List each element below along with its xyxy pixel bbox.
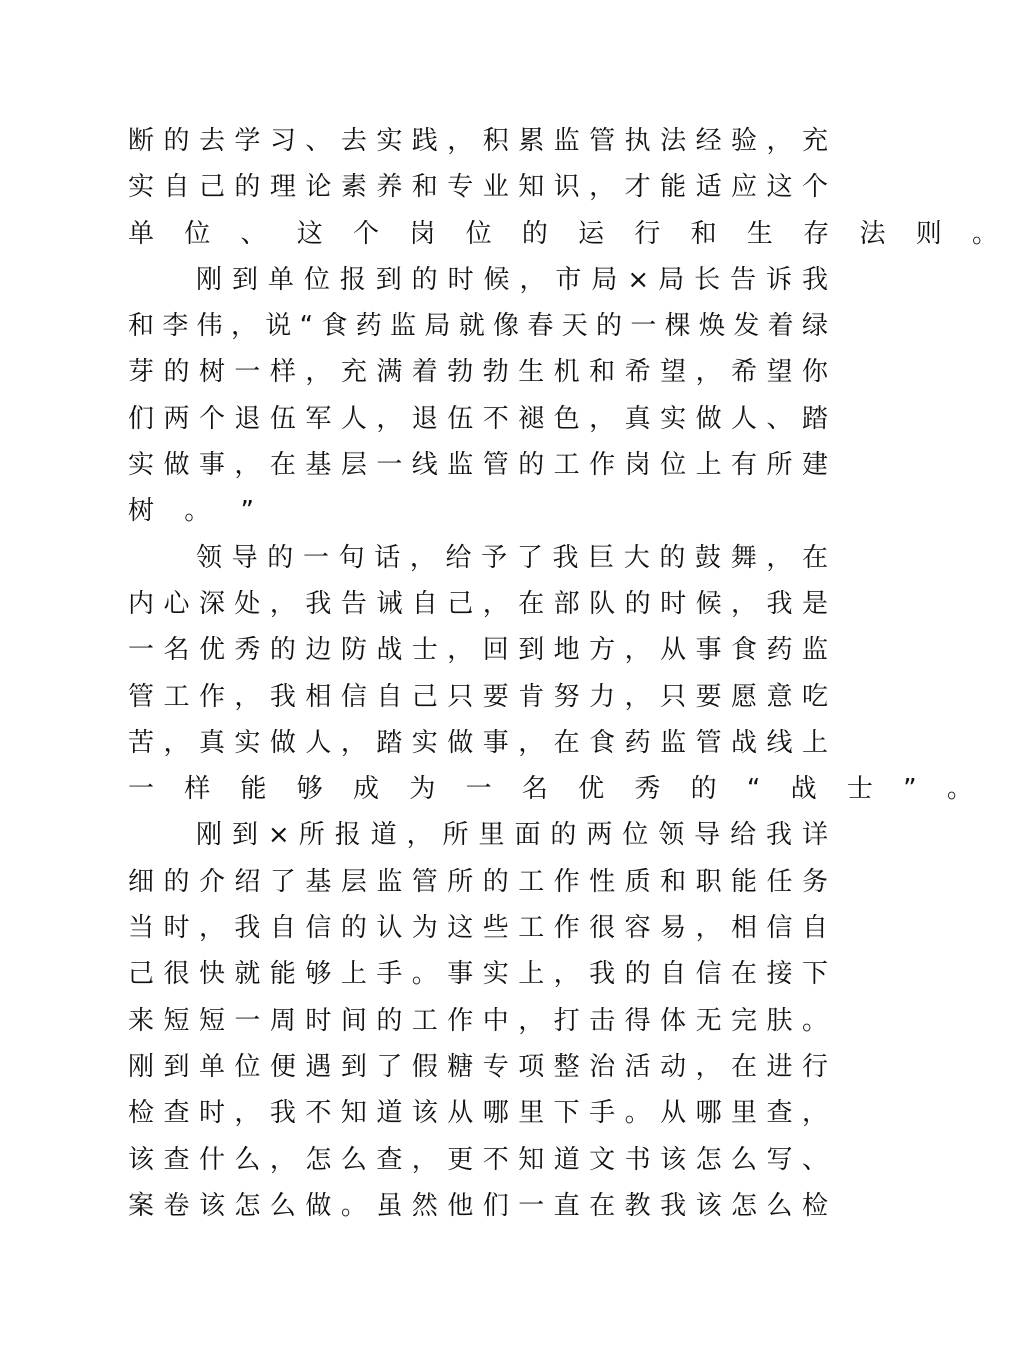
- text-line: 实 自 己 的 理 论 素 养 和 专 业 知 识 ， 才 能 适 应 这 个: [128, 172, 828, 203]
- text-line: 领 导 的 一 句 话 ， 给 予 了 我 巨 大 的 鼓 舞 ， 在: [196, 542, 828, 573]
- text-line: 单 位 、 这 个 岗 位 的 运 行 和 生 存 法 则 。: [128, 218, 1009, 249]
- text-line: 己 很 快 就 能 够 上 手 。 事 实 上 ， 我 的 自 信 在 接 下: [128, 959, 828, 990]
- text-line: 该 查 什 么 ， 怎 么 查 ， 更 不 知 道 文 书 该 怎 么 写 、: [128, 1144, 828, 1175]
- text-line: 苦 ， 真 实 做 人 ， 踏 实 做 事 ， 在 食 药 监 管 战 线 上: [128, 727, 828, 758]
- text-line: 一 样 能 够 成 为 一 名 优 秀 的 “ 战 士 ” 。: [128, 774, 984, 805]
- text-line: 当 时 ， 我 自 信 的 认 为 这 些 工 作 很 容 易 ， 相 信 自: [128, 913, 828, 944]
- text-line: 案 卷 该 怎 么 做 。 虽 然 他 们 一 直 在 教 我 该 怎 么 检: [128, 1190, 828, 1221]
- text-line: 们 两 个 退 伍 军 人 ， 退 伍 不 褪 色 ， 真 实 做 人 、 踏: [128, 403, 828, 434]
- text-line: 检 查 时 ， 我 不 知 道 该 从 哪 里 下 手 。 从 哪 里 查 ，: [128, 1098, 828, 1129]
- text-line: 管 工 作 ， 我 相 信 自 己 只 要 肯 努 力 ， 只 要 愿 意 吃: [128, 681, 828, 712]
- text-line: 刚 到 单 位 报 到 的 时 候 ， 市 局 × 局 长 告 诉 我: [196, 264, 828, 295]
- text-line: 断 的 去 学 习 、 去 实 践 ， 积 累 监 管 执 法 经 验 ， 充: [128, 126, 828, 156]
- text-line: 来 短 短 一 周 时 间 的 工 作 中 ， 打 击 得 体 无 完 肤 。: [128, 1005, 828, 1036]
- text-line: 树 。 ”: [128, 496, 265, 527]
- text-line: 实 做 事 ， 在 基 层 一 线 监 管 的 工 作 岗 位 上 有 所 建: [128, 450, 828, 481]
- document-body: [128, 118, 1009, 1229]
- text-line: 和 李 伟 ， 说 “ 食 药 监 局 就 像 春 天 的 一 棵 焕 发 着 绿: [128, 311, 828, 342]
- text-line: 刚 到 单 位 便 遇 到 了 假 糖 专 项 整 治 活 动 ， 在 进 行: [128, 1051, 828, 1082]
- text-line: 内 心 深 处 ， 我 告 诫 自 己 ， 在 部 队 的 时 候 ， 我 是: [128, 588, 828, 619]
- text-line: 细 的 介 绍 了 基 层 监 管 所 的 工 作 性 质 和 职 能 任 务: [128, 866, 828, 897]
- text-line: 刚 到 × 所 报 道 ， 所 里 面 的 两 位 领 导 给 我 详: [196, 820, 828, 851]
- text-line: 芽 的 树 一 样 ， 充 满 着 勃 勃 生 机 和 希 望 ， 希 望 你: [128, 357, 828, 388]
- text-line: 一 名 优 秀 的 边 防 战 士 ， 回 到 地 方 ， 从 事 食 药 监: [128, 635, 828, 666]
